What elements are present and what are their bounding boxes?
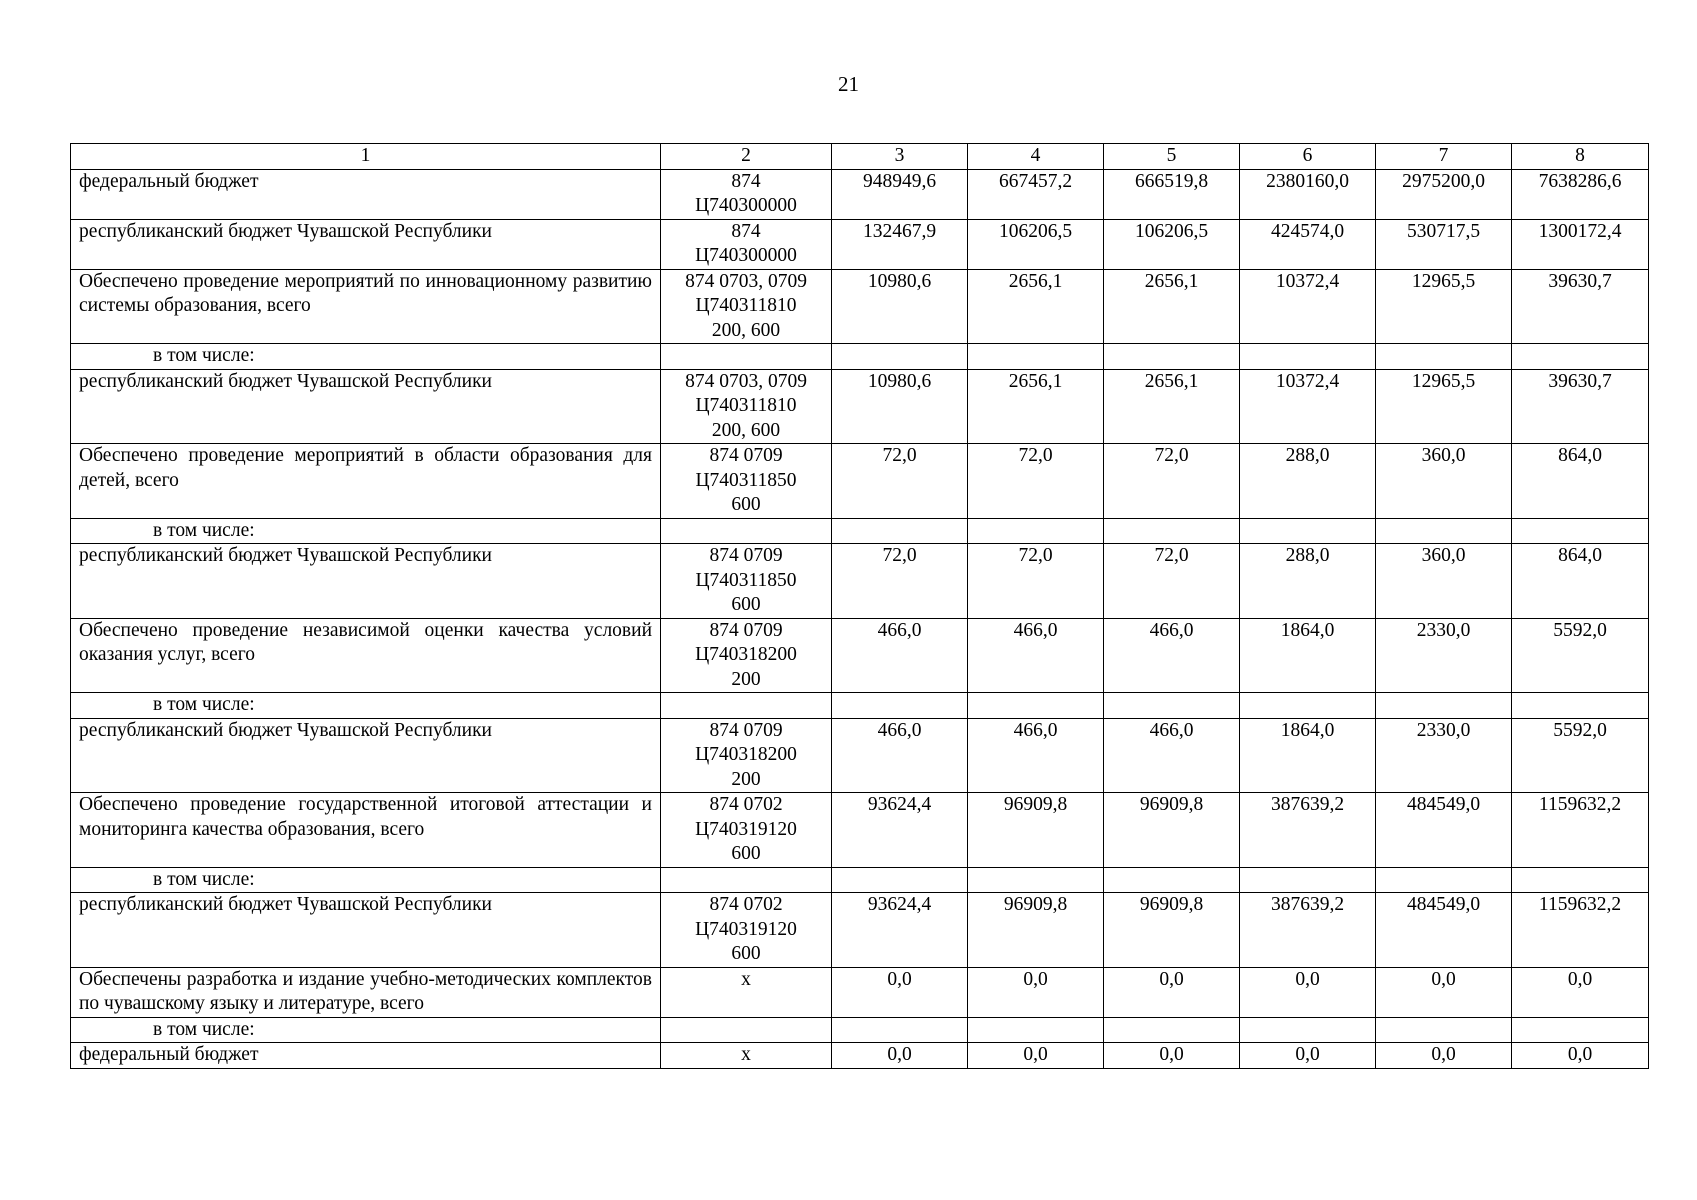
value-cell: 132467,9 bbox=[832, 219, 968, 269]
value-cell: 1300172,4 bbox=[1512, 219, 1649, 269]
budget-table bbox=[70, 143, 1649, 1069]
subheading-row bbox=[71, 344, 1649, 370]
empty-cell bbox=[1104, 1017, 1240, 1043]
value-cell: 106206,5 bbox=[968, 219, 1104, 269]
budget-code-line: 874 0703, 0709 bbox=[685, 270, 807, 292]
empty-cell bbox=[661, 867, 832, 893]
empty-cell bbox=[1104, 693, 1240, 719]
table-row bbox=[71, 618, 1649, 693]
value-cell: 96909,8 bbox=[968, 793, 1104, 868]
subheading-row bbox=[71, 518, 1649, 544]
value-cell: 0,0 bbox=[1512, 1043, 1649, 1069]
row-label: Обеспечено проведение мероприятий по инновационному развитию системы образования, всего bbox=[71, 269, 661, 344]
row-label: республиканский бюджет Чувашской Республики bbox=[71, 219, 661, 269]
value-cell: 2656,1 bbox=[1104, 369, 1240, 444]
column-header: 1 bbox=[71, 144, 661, 170]
row-label: Обеспечено проведение мероприятий в области образования для детей, всего bbox=[71, 444, 661, 519]
budget-code-line: х bbox=[741, 968, 751, 990]
value-cell: 10980,6 bbox=[832, 269, 968, 344]
table-row bbox=[71, 967, 1649, 1017]
table-row bbox=[71, 718, 1649, 793]
value-cell: 72,0 bbox=[832, 444, 968, 519]
subheading-row bbox=[71, 693, 1649, 719]
value-cell: 10372,4 bbox=[1240, 269, 1376, 344]
budget-code-cell bbox=[661, 269, 832, 344]
table-body bbox=[71, 144, 1649, 1069]
table-row bbox=[71, 169, 1649, 219]
value-cell: 93624,4 bbox=[832, 793, 968, 868]
value-cell: 360,0 bbox=[1376, 444, 1512, 519]
value-cell: 948949,6 bbox=[832, 169, 968, 219]
empty-cell bbox=[968, 867, 1104, 893]
value-cell: 10980,6 bbox=[832, 369, 968, 444]
row-label: республиканский бюджет Чувашской Республики bbox=[71, 718, 661, 793]
value-cell: 288,0 bbox=[1240, 444, 1376, 519]
empty-cell bbox=[968, 344, 1104, 370]
value-cell: 667457,2 bbox=[968, 169, 1104, 219]
budget-code-line: 200 bbox=[731, 668, 761, 690]
value-cell: 466,0 bbox=[968, 718, 1104, 793]
row-label: в том числе: bbox=[71, 518, 661, 544]
budget-code-line: Ц740300000 bbox=[695, 195, 797, 216]
row-label: Обеспечены разработка и издание учебно-методических комплектов по чувашскому языку и литературе, всего bbox=[71, 967, 661, 1017]
value-cell: 39630,7 bbox=[1512, 369, 1649, 444]
empty-cell bbox=[1104, 344, 1240, 370]
budget-code-line: 200 bbox=[731, 768, 761, 790]
budget-code-line: 874 0702 bbox=[709, 894, 783, 915]
value-cell: 2380160,0 bbox=[1240, 169, 1376, 219]
value-cell: 387639,2 bbox=[1240, 893, 1376, 968]
value-cell: 666519,8 bbox=[1104, 169, 1240, 219]
value-cell: 360,0 bbox=[1376, 544, 1512, 619]
value-cell: 1159632,2 bbox=[1512, 893, 1649, 968]
table-row bbox=[71, 1043, 1649, 1069]
empty-cell bbox=[661, 693, 832, 719]
budget-code-cell bbox=[661, 369, 832, 444]
empty-cell bbox=[832, 867, 968, 893]
value-cell: 484549,0 bbox=[1376, 793, 1512, 868]
value-cell: 106206,5 bbox=[1104, 219, 1240, 269]
budget-code-line: Ц740311810 bbox=[695, 295, 797, 316]
budget-code-line: 874 bbox=[731, 170, 761, 192]
budget-code-cell bbox=[661, 1043, 832, 1069]
empty-cell bbox=[1240, 1017, 1376, 1043]
empty-cell bbox=[832, 344, 968, 370]
value-cell: 387639,2 bbox=[1240, 793, 1376, 868]
budget-code-line: 874 0703, 0709 bbox=[685, 370, 807, 392]
empty-cell bbox=[1376, 344, 1512, 370]
empty-cell bbox=[1376, 518, 1512, 544]
row-label: республиканский бюджет Чувашской Республики bbox=[71, 893, 661, 968]
column-header: 4 bbox=[968, 144, 1104, 170]
table-row bbox=[71, 444, 1649, 519]
value-cell: 0,0 bbox=[1376, 967, 1512, 1017]
value-cell: 96909,8 bbox=[1104, 793, 1240, 868]
budget-code-cell bbox=[661, 219, 832, 269]
empty-cell bbox=[832, 693, 968, 719]
value-cell: 72,0 bbox=[968, 444, 1104, 519]
value-cell: 5592,0 bbox=[1512, 618, 1649, 693]
empty-cell bbox=[1512, 867, 1649, 893]
row-label: в том числе: bbox=[71, 344, 661, 370]
value-cell: 864,0 bbox=[1512, 444, 1649, 519]
column-header: 5 bbox=[1104, 144, 1240, 170]
value-cell: 2330,0 bbox=[1376, 618, 1512, 693]
budget-code-line: 874 0709 bbox=[709, 545, 783, 566]
row-label: в том числе: bbox=[71, 693, 661, 719]
budget-code-line: 600 bbox=[731, 594, 761, 615]
value-cell: 0,0 bbox=[1512, 967, 1649, 1017]
column-header: 8 bbox=[1512, 144, 1649, 170]
value-cell: 2330,0 bbox=[1376, 718, 1512, 793]
row-label: в том числе: bbox=[71, 1017, 661, 1043]
column-header: 6 bbox=[1240, 144, 1376, 170]
value-cell: 1159632,2 bbox=[1512, 793, 1649, 868]
budget-code-line: Ц740311810 bbox=[695, 395, 797, 416]
row-label: Обеспечено проведение государственной итоговой аттестации и мониторинга качества образования, всего bbox=[71, 793, 661, 868]
value-cell: 288,0 bbox=[1240, 544, 1376, 619]
value-cell: 2656,1 bbox=[968, 369, 1104, 444]
empty-cell bbox=[1240, 693, 1376, 719]
value-cell: 530717,5 bbox=[1376, 219, 1512, 269]
budget-code-line: 600 bbox=[731, 843, 761, 864]
value-cell: 466,0 bbox=[832, 718, 968, 793]
table-row bbox=[71, 269, 1649, 344]
budget-code-line: Ц740318200 bbox=[695, 744, 797, 765]
budget-code-line: 874 0709 bbox=[709, 719, 783, 741]
budget-code-cell bbox=[661, 544, 832, 619]
table-row bbox=[71, 219, 1649, 269]
row-label: республиканский бюджет Чувашской Республики bbox=[71, 544, 661, 619]
table-row bbox=[71, 544, 1649, 619]
empty-cell bbox=[661, 344, 832, 370]
budget-code-line: Ц740300000 bbox=[695, 245, 797, 266]
value-cell: 0,0 bbox=[832, 967, 968, 1017]
value-cell: 72,0 bbox=[968, 544, 1104, 619]
row-label: в том числе: bbox=[71, 867, 661, 893]
value-cell: 466,0 bbox=[1104, 618, 1240, 693]
empty-cell bbox=[1376, 1017, 1512, 1043]
page-number: 21 bbox=[838, 72, 859, 96]
value-cell: 2656,1 bbox=[968, 269, 1104, 344]
budget-code-cell bbox=[661, 169, 832, 219]
budget-code-line: х bbox=[741, 1044, 751, 1065]
subheading-row bbox=[71, 867, 1649, 893]
value-cell: 72,0 bbox=[1104, 444, 1240, 519]
budget-code-line: Ц740319120 bbox=[695, 918, 797, 940]
column-header: 2 bbox=[661, 144, 832, 170]
value-cell: 466,0 bbox=[832, 618, 968, 693]
value-cell: 0,0 bbox=[832, 1043, 968, 1069]
value-cell: 424574,0 bbox=[1240, 219, 1376, 269]
empty-cell bbox=[1240, 344, 1376, 370]
value-cell: 0,0 bbox=[1240, 1043, 1376, 1069]
value-cell: 96909,8 bbox=[1104, 893, 1240, 968]
table-header-row bbox=[71, 144, 1649, 170]
value-cell: 0,0 bbox=[1104, 967, 1240, 1017]
empty-cell bbox=[968, 518, 1104, 544]
empty-cell bbox=[1376, 867, 1512, 893]
row-label: федеральный бюджет bbox=[71, 1043, 661, 1069]
row-label: Обеспечено проведение независимой оценки качества условий оказания услуг, всего bbox=[71, 618, 661, 693]
empty-cell bbox=[1240, 518, 1376, 544]
column-header: 7 bbox=[1376, 144, 1512, 170]
budget-code-line: Ц740319120 bbox=[695, 818, 797, 840]
value-cell: 39630,7 bbox=[1512, 269, 1649, 344]
column-header: 3 bbox=[832, 144, 968, 170]
budget-code-line: 200, 600 bbox=[711, 319, 781, 341]
budget-code-line: Ц740318200 bbox=[695, 644, 797, 665]
value-cell: 466,0 bbox=[1104, 718, 1240, 793]
value-cell: 1864,0 bbox=[1240, 618, 1376, 693]
value-cell: 12965,5 bbox=[1376, 269, 1512, 344]
budget-code-cell bbox=[661, 967, 832, 1017]
empty-cell bbox=[661, 1017, 832, 1043]
empty-cell bbox=[1104, 867, 1240, 893]
value-cell: 864,0 bbox=[1512, 544, 1649, 619]
table-row bbox=[71, 369, 1649, 444]
empty-cell bbox=[968, 1017, 1104, 1043]
value-cell: 484549,0 bbox=[1376, 893, 1512, 968]
value-cell: 7638286,6 bbox=[1512, 169, 1649, 219]
subheading-row bbox=[71, 1017, 1649, 1043]
empty-cell bbox=[1512, 1017, 1649, 1043]
budget-code-cell bbox=[661, 618, 832, 693]
empty-cell bbox=[661, 518, 832, 544]
row-label: республиканский бюджет Чувашской Республики bbox=[71, 369, 661, 444]
value-cell: 0,0 bbox=[1104, 1043, 1240, 1069]
budget-code-line: Ц740311850 bbox=[695, 569, 797, 591]
value-cell: 10372,4 bbox=[1240, 369, 1376, 444]
empty-cell bbox=[968, 693, 1104, 719]
value-cell: 0,0 bbox=[968, 1043, 1104, 1069]
value-cell: 72,0 bbox=[1104, 544, 1240, 619]
budget-code-line: 200, 600 bbox=[711, 419, 781, 441]
empty-cell bbox=[1104, 518, 1240, 544]
empty-cell bbox=[1240, 867, 1376, 893]
value-cell: 2656,1 bbox=[1104, 269, 1240, 344]
budget-code-line: 874 bbox=[731, 220, 761, 242]
budget-code-line: 874 0702 bbox=[709, 794, 783, 815]
empty-cell bbox=[832, 518, 968, 544]
budget-code-line: 874 0709 bbox=[709, 619, 783, 641]
value-cell: 1864,0 bbox=[1240, 718, 1376, 793]
empty-cell bbox=[1512, 344, 1649, 370]
value-cell: 0,0 bbox=[1240, 967, 1376, 1017]
value-cell: 466,0 bbox=[968, 618, 1104, 693]
empty-cell bbox=[832, 1017, 968, 1043]
budget-code-line: 874 0709 bbox=[709, 445, 783, 466]
table-row bbox=[71, 793, 1649, 868]
budget-code-cell bbox=[661, 444, 832, 519]
budget-code-line: 600 bbox=[731, 943, 761, 964]
row-label: федеральный бюджет bbox=[71, 169, 661, 219]
empty-cell bbox=[1376, 693, 1512, 719]
value-cell: 5592,0 bbox=[1512, 718, 1649, 793]
value-cell: 12965,5 bbox=[1376, 369, 1512, 444]
empty-cell bbox=[1512, 518, 1649, 544]
value-cell: 0,0 bbox=[1376, 1043, 1512, 1069]
budget-code-cell bbox=[661, 718, 832, 793]
budget-code-line: Ц740311850 bbox=[695, 469, 797, 491]
value-cell: 2975200,0 bbox=[1376, 169, 1512, 219]
budget-code-cell bbox=[661, 893, 832, 968]
table-row bbox=[71, 893, 1649, 968]
value-cell: 72,0 bbox=[832, 544, 968, 619]
value-cell: 96909,8 bbox=[968, 893, 1104, 968]
empty-cell bbox=[1512, 693, 1649, 719]
budget-code-line: 600 bbox=[731, 494, 761, 515]
value-cell: 0,0 bbox=[968, 967, 1104, 1017]
value-cell: 93624,4 bbox=[832, 893, 968, 968]
budget-code-cell bbox=[661, 793, 832, 868]
